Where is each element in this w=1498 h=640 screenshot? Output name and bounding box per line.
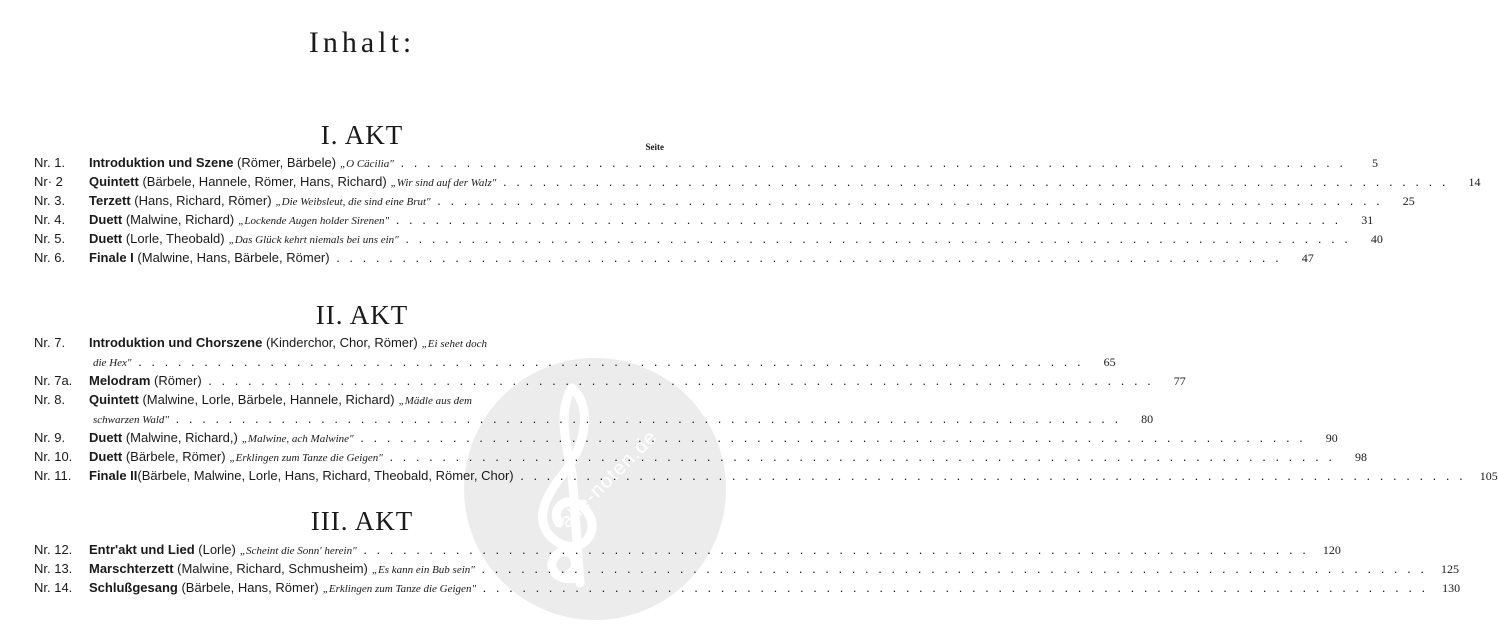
dot-leader: . . . . . . . . . . . . . . . . . . . . . . . . . . . . . . . . . . . . . . . . . . . . . . . . . . . . . . . . . . . . . . . . . . . . . . . . xyxy=(131,354,1084,369)
entry-number: Nr. 12. xyxy=(34,542,73,557)
entry-text xyxy=(89,390,666,411)
dot-leader: . . . . . . . . . . . . . . . . . . . . . . . . . . . . . . . . . . . . . . . . . . . . . . . . . . . . . . . . . . . . . . . . . . . . . . . . xyxy=(389,212,1342,227)
toc-entry xyxy=(34,172,1481,191)
page-number: 120 xyxy=(1322,543,1341,557)
toc-entry xyxy=(34,333,1116,371)
entry-number: Nr. 14. xyxy=(34,580,73,595)
entry-title: Duett xyxy=(89,449,123,464)
entry-text xyxy=(89,191,1383,212)
toc-entry xyxy=(34,466,1498,485)
toc-entry xyxy=(34,248,1314,267)
dot-leader: . . . . . . . . . . . . . . . . . . . . . . . . . . . . . . . . . . . . . . . . . . . . . . . . . . . . . . . . . . . . . . . . . . . . . . . . xyxy=(353,430,1306,445)
toc-row xyxy=(34,559,1459,578)
act-heading: II. AKT xyxy=(315,300,409,330)
page-number: 80 xyxy=(1141,412,1154,426)
entry-quote: „Die Weibsleut, die sind eine Brut" xyxy=(275,196,431,208)
toc-row xyxy=(34,191,1415,210)
page-number: 5 xyxy=(1371,156,1378,170)
entry-text xyxy=(89,172,1448,193)
entry-quote: „Erklingen zum Tanze die Geigen" xyxy=(322,583,477,595)
page-number: 77 xyxy=(1173,374,1186,388)
entry-quote: „Scheint die Sonn' herein" xyxy=(239,545,357,557)
entry-text xyxy=(89,229,1351,250)
dot-leader: . . . . . . . . . . . . . . . . . . . . . . . . . . . . . . . . . . . . . . . . . . . . . . . . . . . . . . . . . . . . . . . . . . . . . . . . xyxy=(382,449,1335,464)
entry-number: Nr. 8. xyxy=(34,392,66,407)
entry-text xyxy=(89,578,1428,599)
entry-cast: (Römer) xyxy=(150,373,202,388)
watermark-text: alle-noten.de xyxy=(555,425,662,533)
dot-leader: . . . . . . . . . . . . . . . . . . . . . . . . . . . . . . . . . . . . . . . . . . . . . . . . . . . . . . . . . . . . . . . . . . . . . . . . xyxy=(201,373,1154,388)
entry-number: Nr. 5. xyxy=(34,231,66,246)
dot-leader: . . . . . . . . . . . . . . . . . . . . . . . . . . . . . . . . . . . . . . . . . . . . . . . . . . . . . . . . . . . . . . . . . . . . . . . . xyxy=(393,155,1346,170)
toc-entry xyxy=(34,559,1459,578)
entry-title: Finale II xyxy=(89,468,138,483)
entry-cast: (Malwine, Richard,) xyxy=(122,430,238,445)
toc-entry xyxy=(34,229,1383,248)
toc-row-continuation xyxy=(34,352,1116,371)
act-2-list xyxy=(34,333,1498,485)
entry-text xyxy=(34,352,1084,373)
act-heading: III. AKT xyxy=(310,506,414,536)
entry-title: Terzett xyxy=(89,193,131,208)
page-number: 130 xyxy=(1442,581,1461,595)
entry-title: Melodram xyxy=(89,373,151,388)
entry-number: Nr. 11. xyxy=(34,468,72,483)
entry-text xyxy=(89,428,1306,449)
entry-cast: (Malwine, Richard, Schmusheim) xyxy=(173,561,368,576)
act-1-list xyxy=(34,153,1481,267)
entry-text xyxy=(89,540,1309,561)
entry-quote: „Das Glück kehrt niemals bei uns ein" xyxy=(228,234,399,246)
entry-title: Introduktion und Szene xyxy=(89,155,234,170)
entry-text xyxy=(89,559,1427,580)
entry-quote: „Erklingen zum Tanze die Geigen" xyxy=(229,452,383,464)
entry-number: Nr. 1. xyxy=(34,155,66,170)
entry-number: Nr. 4. xyxy=(34,212,66,227)
toc-row xyxy=(34,248,1314,267)
entry-quote: „Ei sehet doch xyxy=(421,338,488,350)
toc-entry xyxy=(34,578,1461,597)
toc-row xyxy=(34,466,1498,485)
dot-leader: . . . . . . . . . . . . . . . . . . . . . . . . . . . . . . . . . . . . . . . . . . . . . . . . . . . . . . . . . . . . . . . . . . . . . . . . xyxy=(474,561,1427,576)
entry-title: Duett xyxy=(89,212,123,227)
entry-quote: „O Cäcilia" xyxy=(340,158,394,170)
entry-quote: „Lockende Augen holder Sirenen" xyxy=(238,215,390,227)
dot-leader: . . . . . . . . . . . . . . . . . . . . . . . . . . . . . . . . . . . . . . . . . . . . . . . . . . . . . . . . . . . . . . . . . . . . . . . . xyxy=(329,250,1282,265)
entry-text xyxy=(89,210,1341,231)
entry-number: Nr. 7a. xyxy=(34,373,73,388)
entry-quote: „Es kann ein Bub sein" xyxy=(371,564,475,576)
dot-leader: . . . . . . . . . . . . . . . . . . . . . . . . . . . . . . . . . . . . . . . . . . . . . . . . . . . . . . . . . . . . . . . . . . . . . . . . xyxy=(398,231,1351,246)
entry-cast: (Bärbele, Hannele, Römer, Hans, Richard) xyxy=(138,174,387,189)
toc-entry xyxy=(34,153,1378,172)
entry-text xyxy=(89,466,1466,485)
page-number: 25 xyxy=(1402,194,1415,208)
entry-text xyxy=(89,447,1335,468)
toc-row xyxy=(34,371,1186,390)
toc-entry xyxy=(34,371,1186,390)
entry-number: Nr. 13. xyxy=(34,561,73,576)
page-number: 105 xyxy=(1479,469,1498,483)
toc-entry xyxy=(34,428,1338,447)
entry-text xyxy=(89,371,1154,390)
toc-row xyxy=(34,540,1341,559)
entry-cast: (Malwine, Hans, Bärbele, Römer) xyxy=(133,250,330,265)
toc-row xyxy=(34,428,1338,447)
entry-cast: (Bärbele, Römer) xyxy=(122,449,226,464)
dot-leader: . . . . . . . . . . . . . . . . . . . . . . . . . . . . . . . . . . . . . . . . . . . . . . . . . . . . . . . . . . . . . . . . . . . . . . . . xyxy=(356,542,1309,557)
page-number: 31 xyxy=(1361,213,1374,227)
entry-cast: (Malwine, Richard) xyxy=(122,212,235,227)
entry-quote: „Malwine, ach Malwine" xyxy=(241,433,354,445)
toc-row xyxy=(34,153,1378,172)
entry-title: Duett xyxy=(89,430,123,445)
entry-title: Quintett xyxy=(89,174,139,189)
toc-entry xyxy=(34,390,1154,428)
toc-entry xyxy=(34,540,1341,559)
entry-cast: (Bärbele, Malwine, Lorle, Hans, Richard, Theobald, Römer, Chor) xyxy=(137,468,514,483)
entry-cast: (Hans, Richard, Römer) xyxy=(130,193,272,208)
toc-row xyxy=(34,333,666,352)
entry-number: Nr. 3. xyxy=(34,193,66,208)
entry-title: Introduktion und Chorszene xyxy=(89,335,263,350)
entry-title: Finale I xyxy=(89,250,134,265)
entry-text xyxy=(89,333,666,354)
entry-number: Nr. 10. xyxy=(34,449,73,464)
entry-quote-continued: die Hex" xyxy=(93,357,132,369)
toc-entry xyxy=(34,210,1374,229)
entry-title: Schlußgesang xyxy=(89,580,178,595)
entry-title: Quintett xyxy=(89,392,139,407)
entry-number: Nr. 6. xyxy=(34,250,66,265)
act-3-list xyxy=(34,540,1461,597)
toc-row xyxy=(34,172,1481,191)
entry-number: Nr. 9. xyxy=(34,430,66,445)
act-heading: I. AKT xyxy=(320,120,404,150)
entry-title: Entr'akt und Lied xyxy=(89,542,195,557)
toc-entry xyxy=(34,191,1415,210)
page-title: Inhalt: xyxy=(308,26,416,59)
entry-text xyxy=(34,409,1121,430)
page-number: 125 xyxy=(1440,562,1459,576)
entry-quote: „Wir sind auf der Walz" xyxy=(390,177,497,189)
entry-cast: (Bärbele, Hans, Römer) xyxy=(177,580,319,595)
entry-cast: (Lorle, Theobald) xyxy=(122,231,225,246)
entry-cast: (Römer, Bärbele) xyxy=(233,155,337,170)
dot-leader: . . . . . . . . . . . . . . . . . . . . . . . . . . . . . . . . . . . . . . . . . . . . . . . . . . . . . . . . . . . . . . . . . . . . . . . . xyxy=(476,580,1429,595)
dot-leader: . . . . . . . . . . . . . . . . . . . . . . . . . . . . . . . . . . . . . . . . . . . . . . . . . . . . . . . . . . . . . . . . . . . . . . . . xyxy=(513,468,1466,483)
page-number: 65 xyxy=(1103,355,1116,369)
toc-row xyxy=(34,210,1374,229)
entry-number: Nr. 7. xyxy=(34,335,66,350)
page-number: 47 xyxy=(1301,251,1314,265)
dot-leader: . . . . . . . . . . . . . . . . . . . . . . . . . . . . . . . . . . . . . . . . . . . . . . . . . . . . . . . . . . . . . . . . . . . . . . . . xyxy=(430,193,1383,208)
page-number: 14 xyxy=(1468,175,1481,189)
page-number: 90 xyxy=(1325,431,1338,445)
toc-entry xyxy=(34,447,1367,466)
toc-row xyxy=(34,229,1383,248)
entry-quote: „Mädle aus dem xyxy=(398,395,472,407)
entry-quote-continued: schwarzen Wald" xyxy=(93,414,170,426)
dot-leader: . . . . . . . . . . . . . . . . . . . . . . . . . . . . . . . . . . . . . . . . . . . . . . . . . . . . . . . . . . . . . . . . . . . . . . . . xyxy=(496,174,1449,189)
dot-leader: . . . . . . . . . . . . . . . . . . . . . . . . . . . . . . . . . . . . . . . . . . . . . . . . . . . . . . . . . . . . . . . . . . . . . . . . xyxy=(169,411,1122,426)
entry-cast: (Lorle) xyxy=(194,542,236,557)
page-number: 40 xyxy=(1370,232,1383,246)
entry-text xyxy=(89,248,1282,267)
entry-cast: (Kinderchor, Chor, Römer) xyxy=(262,335,418,350)
toc-row xyxy=(34,578,1461,597)
toc-row xyxy=(34,447,1367,466)
page-number: 98 xyxy=(1354,450,1367,464)
entry-number: Nr· 2 xyxy=(34,174,63,189)
toc-row-continuation xyxy=(34,409,1154,428)
entry-title: Marschterzett xyxy=(89,561,174,576)
entry-cast: (Malwine, Lorle, Bärbele, Hannele, Richard) xyxy=(138,392,395,407)
toc-row xyxy=(34,390,666,409)
entry-title: Duett xyxy=(89,231,123,246)
page-column-label: Seite xyxy=(645,142,664,152)
entry-text xyxy=(89,153,1346,174)
